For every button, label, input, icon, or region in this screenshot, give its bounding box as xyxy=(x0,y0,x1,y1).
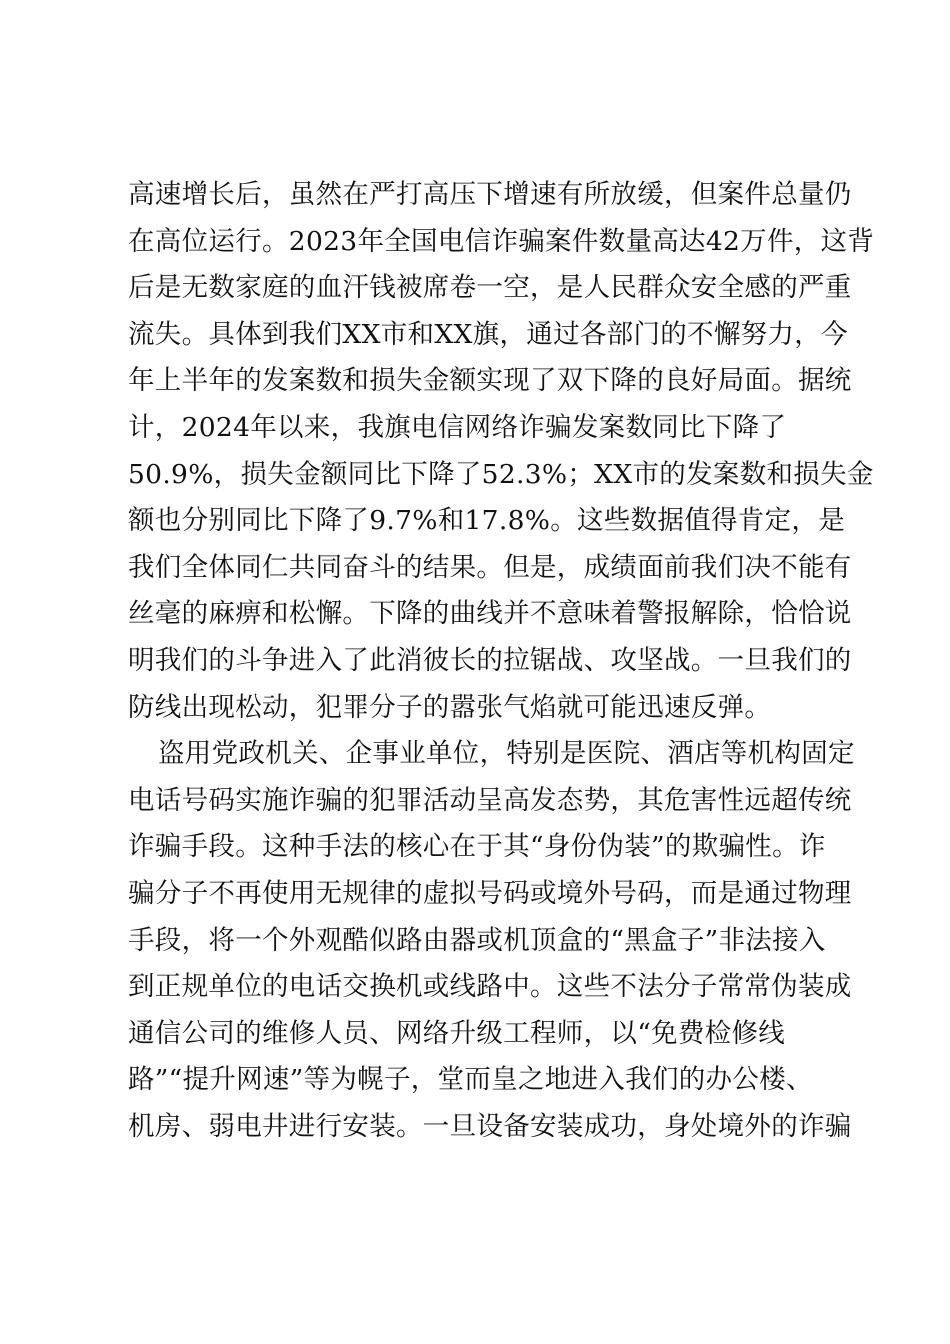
text-line: 骗分子不再使用无规律的虚拟号码或境外号码，而是通过物理 xyxy=(128,877,852,909)
text-line: 机房、弱电井进行安装。一旦设备安装成功，身处境外的诈骗 xyxy=(128,1110,852,1142)
text-line: 诈骗手段。这种手法的核心在于其“身份伪装”的欺骗性。诈 xyxy=(128,831,826,863)
text-line: 电话号码实施诈骗的犯罪活动呈高发态势，其危害性远超传统 xyxy=(128,784,852,816)
text-line: 明我们的斗争进入了此消彼长的拉锯战、攻坚战。一旦我们的 xyxy=(128,644,852,676)
text-line: 计，2024年以来，我旗电信网络诈骗发案数同比下降了 xyxy=(128,411,787,443)
text-line: 额也分别同比下降了9.7%和17.8%。这些数据值得肯定，是 xyxy=(128,505,846,537)
text-line: 手段，将一个外观酷似路由器或机顶盒的“黑盒子”非法接入 xyxy=(128,924,826,956)
text-line: 高速增长后，虽然在严打高压下增速有所放缓，但案件总量仍 xyxy=(128,179,852,210)
text-line: 通信公司的维修人员、网络升级工程师，以“免费检修线 xyxy=(128,1017,786,1049)
text-line: 丝毫的麻痹和松懈。下降的曲线并不意味着警报解除，恰恰说 xyxy=(128,598,852,630)
text-line: 盗用党政机关、企事业单位，特别是医院、酒店等机构固定 xyxy=(158,738,855,770)
paragraph-2 xyxy=(128,731,855,1150)
text-line: 我们全体同仁共同奋斗的结果。但是，成绩面前我们决不能有 xyxy=(128,551,852,583)
text-line: 路”“提升网速”等为幌子，堂而皇之地进入我们的办公楼、 xyxy=(128,1064,813,1096)
text-line: 流失。具体到我们XX市和XX旗，通过各部门的不懈努力，今 xyxy=(128,318,848,350)
text-line: 后是无数家庭的血汗钱被席卷一空，是人民群众安全感的严重 xyxy=(128,272,852,304)
body-text xyxy=(128,172,875,1150)
text-line: 在高位运行。2023年全国电信诈骗案件数量高达42万件，这背 xyxy=(128,225,875,257)
text-line: 防线出现松动，犯罪分子的嚣张气焰就可能迅速反弹。 xyxy=(128,691,772,723)
paragraph-1 xyxy=(128,172,875,731)
text-line: 50.9%，损失金额同比下降了52.3%；XX市的发案数和损失金 xyxy=(128,458,874,490)
text-line: 到正规单位的电话交换机或线路中。这些不法分子常常伪装成 xyxy=(128,971,852,1003)
text-line: 年上半年的发案数和损失金额实现了双下降的良好局面。据统 xyxy=(128,365,852,397)
